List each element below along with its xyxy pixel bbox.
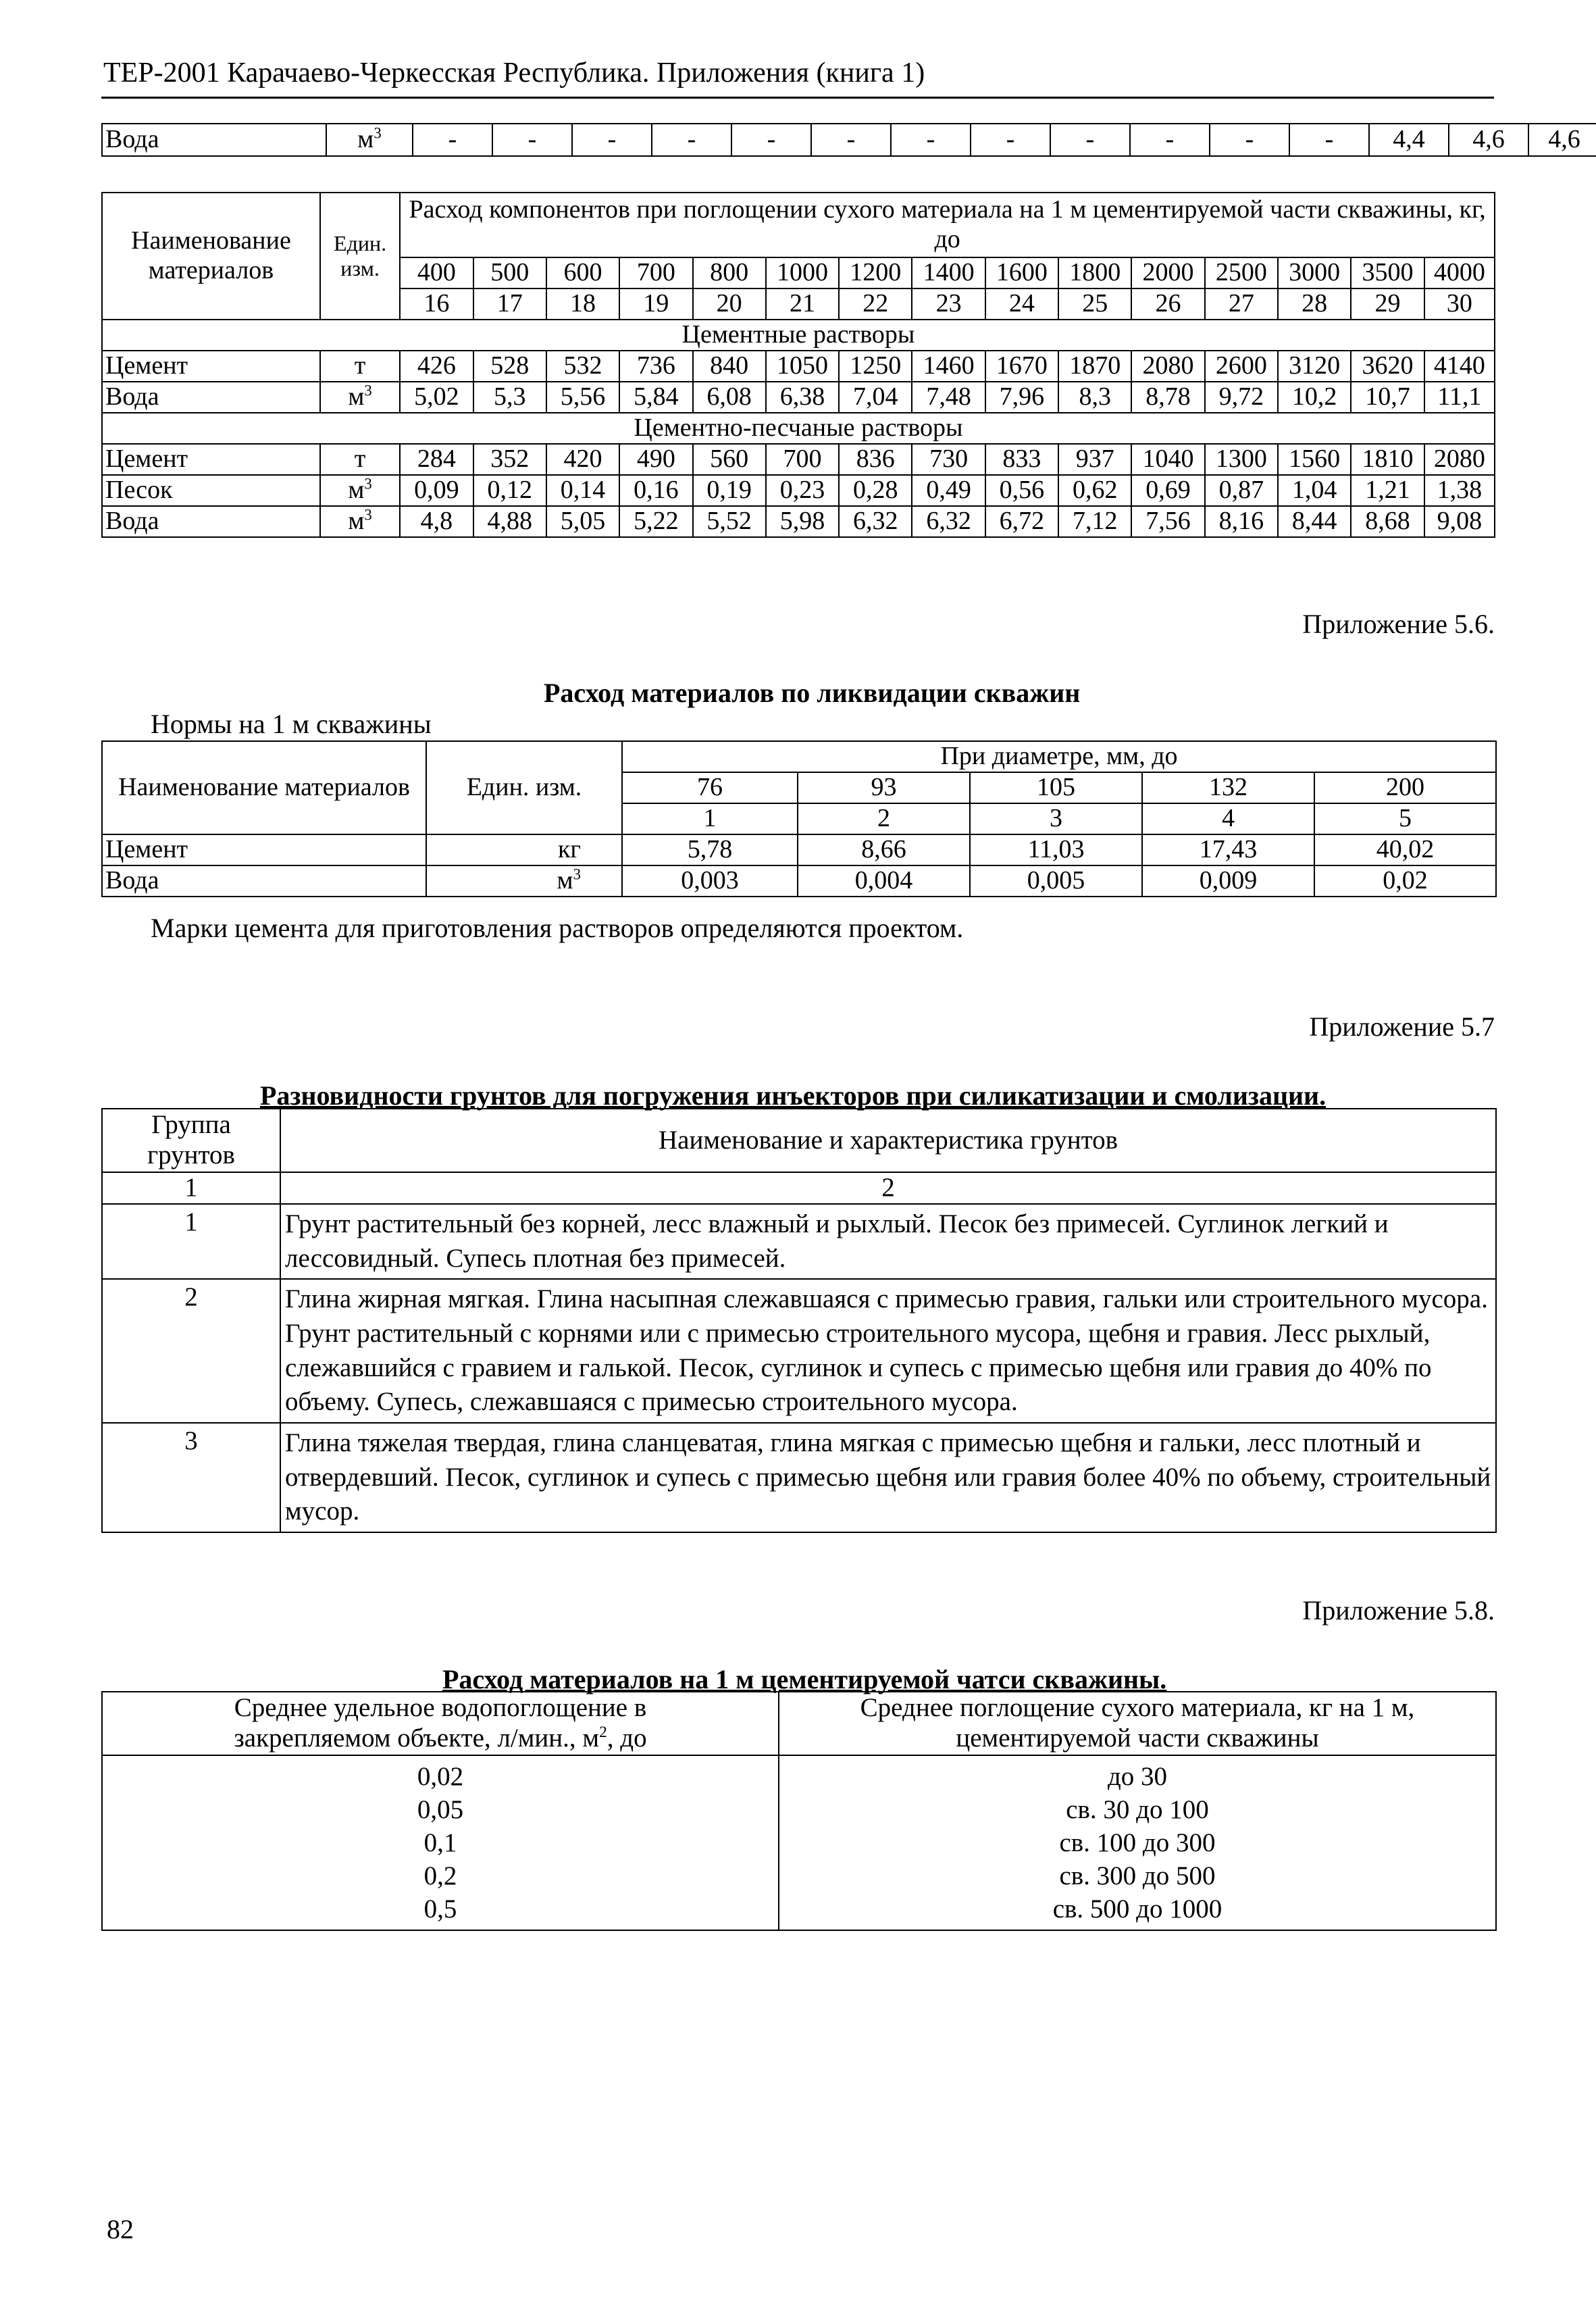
water-absorption-values	[102, 1755, 779, 1930]
unit-cell: $м^3$	[426, 865, 622, 897]
value-cell: 490	[619, 444, 692, 475]
group-title: Цементно-песчаные растворы	[102, 413, 1495, 444]
value-cell: 0,004	[798, 865, 970, 897]
value-cell: 6,32	[839, 506, 912, 537]
table-row	[102, 351, 1495, 382]
column-number: 1	[102, 1172, 280, 1204]
column-number: 5	[1314, 803, 1496, 834]
water-absorption-value: 0,05	[417, 1795, 464, 1824]
value-cell: 5,22	[619, 506, 692, 537]
value-cell: 2080	[1424, 444, 1495, 475]
value-cell: 8,66	[798, 834, 970, 865]
col-header-material: Наименование материалов	[102, 193, 320, 320]
value-cell: 6,32	[912, 506, 985, 537]
value-cell: 3120	[1278, 351, 1351, 382]
amount-header-cell: 500	[473, 257, 546, 288]
group-title-row	[102, 320, 1495, 351]
value-cell: 560	[693, 444, 766, 475]
column-number: 23	[912, 288, 985, 320]
dry-material-values	[779, 1755, 1496, 1930]
group-title-row	[102, 413, 1495, 444]
value-cell: 1300	[1205, 444, 1278, 475]
value-cell: 0,23	[766, 475, 839, 506]
appendix-5-7-label: Приложение 5.7	[1309, 1011, 1495, 1042]
table-header-row	[102, 1109, 1496, 1172]
value-cell: 9,72	[1205, 382, 1278, 413]
column-number: 30	[1424, 288, 1495, 320]
appendix-5-6-title: Расход материалов по ликвидации скважин	[544, 678, 1081, 708]
value-cell: 1040	[1131, 444, 1204, 475]
value-cell: -	[652, 124, 731, 156]
amount-header-cell: 2500	[1205, 257, 1278, 288]
dry-material-value: св. 100 до 300	[1059, 1828, 1216, 1857]
header-line: закрепляемом объекте, л/мин., $м^2$, до	[234, 1724, 647, 1753]
column-number: 26	[1131, 288, 1204, 320]
diameter-header-cell: 105	[970, 772, 1142, 803]
dry-material-value: св. 300 до 500	[1059, 1861, 1216, 1890]
value-cell: 4,88	[473, 506, 546, 537]
value-cell: -	[971, 124, 1050, 156]
column-number: 18	[546, 288, 619, 320]
column-number: 27	[1205, 288, 1278, 320]
column-number: 3	[970, 803, 1142, 834]
value-cell: 5,52	[693, 506, 766, 537]
table-row	[102, 382, 1495, 413]
appendix-5-6-note: Марки цемента для приготовления растворов определяются проектом.	[151, 913, 964, 943]
unit-cell: т	[320, 351, 400, 382]
value-cell: 0,009	[1142, 865, 1314, 897]
col-header-dry-material	[779, 1692, 1496, 1755]
header-divider	[101, 97, 1494, 99]
value-cell: 4,6	[1449, 124, 1528, 156]
value-cell: 700	[766, 444, 839, 475]
value-cell: 4140	[1424, 351, 1495, 382]
column-number: 20	[693, 288, 766, 320]
value-cell: 5,3	[473, 382, 546, 413]
material-name-cell: Цемент	[102, 834, 426, 865]
value-cell: 7,56	[1131, 506, 1204, 537]
material-name-cell: Вода	[102, 124, 326, 156]
value-cell: 1460	[912, 351, 985, 382]
amount-header-cell: 1600	[985, 257, 1058, 288]
page-header-title: ТЕР-2001 Карачаево-Черкесская Республика. Приложения (книга 1)	[103, 57, 925, 89]
col-header-water-absorption	[102, 1692, 779, 1755]
amount-header-cell: 400	[400, 257, 473, 288]
unit-cell: т	[320, 444, 400, 475]
value-cell: 0,003	[622, 865, 798, 897]
value-cell: 6,08	[693, 382, 766, 413]
description-cell: Грунт растительный без корней, лесс влажный и рыхлый. Песок без примесей. Суглинок легкий и лессовидный. Супесь плотная без примесей.	[280, 1204, 1496, 1279]
group-number-cell: 2	[102, 1279, 280, 1423]
group-title: Цементные растворы	[102, 320, 1495, 351]
diameter-header-cell: 132	[1142, 772, 1314, 803]
value-cell: 11,1	[1424, 382, 1495, 413]
diameter-header-cell: 200	[1314, 772, 1496, 803]
column-number: 28	[1278, 288, 1351, 320]
value-cell: 836	[839, 444, 912, 475]
value-cell: 5,05	[546, 506, 619, 537]
water-absorption-value: 0,2	[423, 1861, 457, 1890]
table-row	[102, 124, 1596, 156]
value-cell: 2600	[1205, 351, 1278, 382]
amount-header-cell: 700	[619, 257, 692, 288]
diameter-header-cell: 93	[798, 772, 970, 803]
table-body-row	[102, 1755, 1496, 1930]
value-cell: 4,6	[1528, 124, 1596, 156]
value-cell: 5,84	[619, 382, 692, 413]
value-cell: 0,16	[619, 475, 692, 506]
table-row	[102, 506, 1495, 537]
column-number: 24	[985, 288, 1058, 320]
table-row	[102, 865, 1496, 897]
value-cell: 5,56	[546, 382, 619, 413]
value-cell: 17,43	[1142, 834, 1314, 865]
value-cell: 0,02	[1314, 865, 1496, 897]
value-cell: 6,72	[985, 506, 1058, 537]
value-cell: 1870	[1058, 351, 1131, 382]
value-cell: -	[413, 124, 492, 156]
value-cell: -	[492, 124, 572, 156]
col-header-consumption: Расход компонентов при поглощении сухого материала на 1 м цементируемой части скважины, кг, до	[400, 193, 1495, 257]
column-number: 4	[1142, 803, 1314, 834]
value-cell: 0,12	[473, 475, 546, 506]
table-row	[102, 1204, 1496, 1279]
appendix-5-6-subtitle: Нормы на 1 м скважины	[151, 709, 432, 739]
table-row	[102, 444, 1495, 475]
value-cell: 1250	[839, 351, 912, 382]
value-cell: 11,03	[970, 834, 1142, 865]
continuation-table	[101, 123, 1596, 157]
value-cell: 1,21	[1351, 475, 1424, 506]
material-name-cell: Вода	[102, 506, 320, 537]
value-cell: 0,49	[912, 475, 985, 506]
value-cell: 1,38	[1424, 475, 1495, 506]
column-number: 19	[619, 288, 692, 320]
value-cell: -	[811, 124, 891, 156]
value-cell: 4,8	[400, 506, 473, 537]
value-cell: -	[1210, 124, 1289, 156]
col-header-diameter: При диаметре, мм, до	[622, 741, 1496, 772]
value-cell: 532	[546, 351, 619, 382]
table-header-row	[102, 1692, 1496, 1755]
value-cell: 7,96	[985, 382, 1058, 413]
value-cell: 5,78	[622, 834, 798, 865]
value-cell: 937	[1058, 444, 1131, 475]
appendix-5-8-title: Расход материалов на 1 м цементируемой чатси скважины.	[442, 1664, 1167, 1694]
components-table	[101, 192, 1495, 538]
unit-cell: $м^3$	[326, 124, 413, 156]
material-name-cell: Вода	[102, 865, 426, 897]
value-cell: 10,2	[1278, 382, 1351, 413]
value-cell: -	[891, 124, 971, 156]
value-cell: 3620	[1351, 351, 1424, 382]
dry-material-value: до 30	[1107, 1762, 1168, 1791]
unit-cell: $м^3$	[320, 475, 400, 506]
column-number: 2	[280, 1172, 1496, 1204]
value-cell: 8,44	[1278, 506, 1351, 537]
value-cell: 0,005	[970, 865, 1142, 897]
amount-header-cell: 1800	[1058, 257, 1131, 288]
material-name-cell: Песок	[102, 475, 320, 506]
value-cell: -	[1289, 124, 1369, 156]
value-cell: 0,62	[1058, 475, 1131, 506]
header-line: Среднее поглощение сухого материала, кг на 1 м,	[860, 1693, 1415, 1723]
col-header-unit: Един. изм.	[320, 193, 400, 320]
amount-header-cell: 1200	[839, 257, 912, 288]
diameter-header-cell: 76	[622, 772, 798, 803]
value-cell: 0,19	[693, 475, 766, 506]
value-cell: 6,38	[766, 382, 839, 413]
value-cell: 840	[693, 351, 766, 382]
value-cell: 1050	[766, 351, 839, 382]
soil-types-table	[101, 1108, 1497, 1533]
description-cell: Глина тяжелая твердая, глина сланцеватая, глина мягкая с примесью щебня и гальки, лесс плотный и отвердевший. Песок, суглинок и супесь с примесью щебня или гравия более 40% по объему, строительный мусор.	[280, 1423, 1496, 1532]
table-row	[102, 834, 1496, 865]
value-cell: 9,08	[1424, 506, 1495, 537]
dry-material-value: св. 500 до 1000	[1052, 1894, 1222, 1923]
amount-header-cell: 1400	[912, 257, 985, 288]
value-cell: 0,14	[546, 475, 619, 506]
table-row	[102, 475, 1495, 506]
value-cell: -	[572, 124, 652, 156]
value-cell: 1810	[1351, 444, 1424, 475]
value-cell: 8,16	[1205, 506, 1278, 537]
amount-header-cell: 2000	[1131, 257, 1204, 288]
value-cell: -	[1050, 124, 1130, 156]
column-number: 29	[1351, 288, 1424, 320]
value-cell: 2080	[1131, 351, 1204, 382]
page-number: 82	[107, 2214, 134, 2244]
column-number: 25	[1058, 288, 1131, 320]
header-line: цементируемой части скважины	[956, 1724, 1319, 1753]
amount-header-cell: 600	[546, 257, 619, 288]
value-cell: 4,4	[1369, 124, 1449, 156]
unit-cell: кг	[426, 834, 622, 865]
value-cell: -	[1130, 124, 1210, 156]
table-header-row	[102, 193, 1495, 257]
value-cell: 528	[473, 351, 546, 382]
value-cell: 1,04	[1278, 475, 1351, 506]
value-cell: 284	[400, 444, 473, 475]
column-number: 22	[839, 288, 912, 320]
water-absorption-value: 0,1	[423, 1828, 457, 1857]
value-cell: 730	[912, 444, 985, 475]
value-cell: 5,02	[400, 382, 473, 413]
water-absorption-value: 0,02	[417, 1762, 464, 1791]
appendix-5-6-label: Приложение 5.6.	[1302, 609, 1495, 639]
value-cell: 8,3	[1058, 382, 1131, 413]
value-cell: 352	[473, 444, 546, 475]
amount-header-cell: 3500	[1351, 257, 1424, 288]
value-cell: -	[731, 124, 811, 156]
unit-cell: $м^3$	[320, 506, 400, 537]
amount-header-cell: 4000	[1424, 257, 1495, 288]
column-number: 17	[473, 288, 546, 320]
value-cell: 40,02	[1314, 834, 1496, 865]
value-cell: 7,12	[1058, 506, 1131, 537]
value-cell: 8,68	[1351, 506, 1424, 537]
material-name-cell: Цемент	[102, 351, 320, 382]
value-cell: 0,56	[985, 475, 1058, 506]
material-name-cell: Цемент	[102, 444, 320, 475]
appendix-5-7-title: Разновидности грунтов для погружения инъекторов при силикатизации и смолизации.	[260, 1080, 1327, 1111]
value-cell: 426	[400, 351, 473, 382]
header-line: Среднее удельное водопоглощение в	[234, 1693, 647, 1723]
table-row	[102, 1423, 1496, 1532]
col-header-description: Наименование и характеристика грунтов	[280, 1109, 1496, 1172]
value-cell: 7,48	[912, 382, 985, 413]
value-cell: 0,09	[400, 475, 473, 506]
appendix-5-8-label: Приложение 5.8.	[1302, 1595, 1495, 1626]
value-cell: 833	[985, 444, 1058, 475]
table-row	[102, 1279, 1496, 1423]
value-cell: 0,28	[839, 475, 912, 506]
value-cell: 0,69	[1131, 475, 1204, 506]
absorption-table	[101, 1691, 1497, 1931]
liquidation-table	[101, 740, 1497, 897]
col-header-unit: Един. изм.	[426, 741, 622, 834]
column-number: 16	[400, 288, 473, 320]
column-numbers-row	[102, 1172, 1496, 1204]
col-header-group: Группа грунтов	[102, 1109, 280, 1172]
unit-cell: $м^3$	[320, 382, 400, 413]
group-number-cell: 3	[102, 1423, 280, 1532]
material-name-cell: Вода	[102, 382, 320, 413]
column-number: 1	[622, 803, 798, 834]
amount-header-cell: 3000	[1278, 257, 1351, 288]
value-cell: 1670	[985, 351, 1058, 382]
column-number: 2	[798, 803, 970, 834]
water-absorption-value: 0,5	[423, 1894, 457, 1923]
group-number-cell: 1	[102, 1204, 280, 1279]
value-cell: 420	[546, 444, 619, 475]
amount-header-cell: 1000	[766, 257, 839, 288]
value-cell: 10,7	[1351, 382, 1424, 413]
amount-header-cell: 800	[693, 257, 766, 288]
value-cell: 1560	[1278, 444, 1351, 475]
value-cell: 8,78	[1131, 382, 1204, 413]
value-cell: 5,98	[766, 506, 839, 537]
value-cell: 0,87	[1205, 475, 1278, 506]
value-cell: 7,04	[839, 382, 912, 413]
description-cell: Глина жирная мягкая. Глина насыпная слежавшаяся с примесью гравия, гальки или строительного мусора. Грунт растительный с корнями или с примесью строительного мусора, щебня и гравия. Лесс рыхлый, слежавшийся с гравием и галькой. Песок, суглинок и супесь с примесью щебня или гравия до 40% по объему. Супесь, слежавшаяся с примесью строительного мусора.	[280, 1279, 1496, 1423]
dry-material-value: св. 30 до 100	[1066, 1795, 1209, 1824]
col-header-material: Наименование материалов	[102, 741, 426, 834]
value-cell: 736	[619, 351, 692, 382]
column-number: 21	[766, 288, 839, 320]
table-header-row	[102, 741, 1496, 772]
